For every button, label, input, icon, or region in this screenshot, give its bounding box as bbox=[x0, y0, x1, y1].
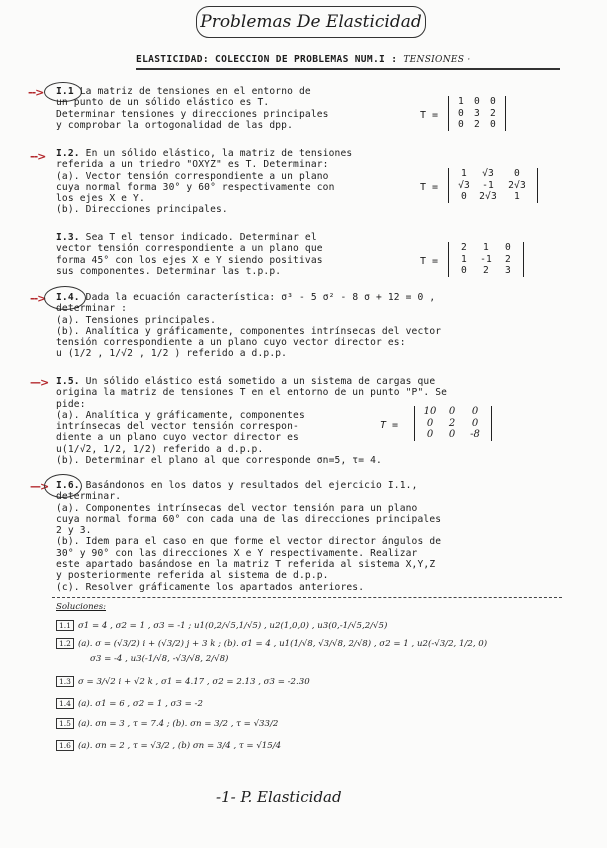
problem-text-line: (b). Analítica y gráficamente, componentes intrínsecas del vector bbox=[56, 325, 442, 337]
section-divider bbox=[52, 597, 562, 598]
stress-matrix bbox=[448, 168, 538, 203]
red-arrow-mark: --> bbox=[30, 292, 46, 305]
problem-text-line: tensión correspondiente a un plano cuyo vector director es: bbox=[56, 337, 406, 349]
problem-text-line: Basándonos en los datos y resultados del ejercicio I.1., bbox=[85, 480, 418, 491]
solution-6 bbox=[56, 740, 281, 751]
problem-number: I.1 bbox=[56, 86, 74, 97]
matrix-cell: 0 bbox=[426, 429, 434, 440]
problem-text-line: y comprobar la ortogonalidad de las dpp. bbox=[56, 119, 294, 131]
problem-number: I.3. bbox=[56, 232, 80, 243]
matrix-cell: 10 bbox=[423, 406, 437, 417]
solution-text: (a). σ = (√3/2) i + (√3/2) j + 3 k ; (b). σ1 = 4 , u1(1/√8, √3/√8, 2/√8) , σ2 = 1 , u2(-√3/2, 1/2, 0) bbox=[77, 639, 488, 649]
problem-text-line: vector tensión correspondiente a un plano que bbox=[56, 243, 323, 255]
solution-tag: 1.3 bbox=[56, 676, 74, 687]
matrix-cell: 2 bbox=[483, 265, 489, 276]
problem-text-line: sus componentes. Determinar las t.p.p. bbox=[56, 265, 282, 277]
red-arrow-mark: —> bbox=[30, 480, 49, 493]
problem-text-line: origina la matriz de tensiones T en el entorno de un punto "P". Se bbox=[56, 387, 448, 399]
problem-text-line: intrínsecas del vector tensión correspon- bbox=[56, 421, 299, 433]
matrix-cell: 0 bbox=[471, 417, 479, 429]
matrix-cell: 0 bbox=[471, 406, 479, 417]
header-handwritten-topic: TENSIONES · bbox=[403, 55, 471, 65]
stress-matrix bbox=[448, 242, 524, 277]
matrix-cell: 0 bbox=[426, 417, 434, 429]
header-rule bbox=[136, 68, 560, 70]
problem-number: I.2. bbox=[56, 148, 80, 159]
matrix-cell: 0 bbox=[448, 406, 456, 417]
matrix-cell: 1 bbox=[461, 168, 467, 179]
matrix-cell: 0 bbox=[461, 265, 467, 276]
matrix-cell: 3 bbox=[474, 107, 480, 119]
matrix-cell: 0 bbox=[490, 96, 496, 107]
solution-3 bbox=[56, 676, 310, 687]
problem-6 bbox=[56, 480, 441, 593]
header-text: ELASTICIDAD: COLECCION DE PROBLEMAS NUM.I : bbox=[136, 54, 398, 65]
matrix-label: T = bbox=[420, 110, 439, 121]
problem-text-line: y posteriormente referida al sistema de d.p.p. bbox=[56, 570, 329, 582]
solution-5 bbox=[56, 718, 278, 729]
matrix-cell: 2√3 bbox=[508, 179, 526, 191]
solutions-heading: Soluciones: bbox=[56, 602, 107, 612]
matrix-cell: -1 bbox=[482, 179, 494, 191]
red-arrow-mark: --> bbox=[28, 86, 44, 99]
matrix-cell: 1 bbox=[483, 242, 489, 253]
matrix-cell: 1 bbox=[461, 253, 467, 265]
solution-1 bbox=[56, 620, 387, 631]
solution-tag: 1.5 bbox=[56, 718, 74, 729]
stress-matrix bbox=[448, 96, 506, 131]
matrix-label: T = bbox=[420, 182, 439, 193]
problem-text-line: un punto de un sólido elástico es T. bbox=[56, 97, 270, 109]
matrix-cell: 0 bbox=[458, 107, 464, 119]
solution-tag: 1.1 bbox=[56, 620, 74, 631]
problem-4 bbox=[56, 292, 441, 360]
problem-text-line: (b). Determinar el plano al que corresponde σn=5, τ= 4. bbox=[56, 455, 382, 467]
problem-text-line: 2 y 3. bbox=[56, 525, 92, 537]
matrix-cell: 2 bbox=[448, 417, 456, 429]
problem-text-line: Dada la ecuación característica: σ³ - 5 σ² - 8 σ + 12 = 0 , bbox=[85, 292, 436, 303]
matrix-cell: -1 bbox=[480, 253, 492, 265]
solution-4 bbox=[56, 698, 203, 709]
problem-text-line: diente a un plano cuyo vector director es bbox=[56, 432, 299, 444]
problem-number: I.6. bbox=[56, 480, 80, 491]
solution-text: (a). σn = 3 , τ = 7.4 ; (b). σn = 3/2 , τ = √33/2 bbox=[77, 719, 279, 729]
problem-text-line: Un sólido elástico está sometido a un sistema de cargas que bbox=[85, 376, 436, 387]
problem-text-line: (b). Direcciones principales. bbox=[56, 204, 228, 216]
problem-text-line: u (1/2 , 1/√2 , 1/2 ) referido a d.p.p. bbox=[56, 348, 288, 360]
matrix-cell: √3 bbox=[458, 179, 470, 191]
solution-text: (a). σn = 2 , τ = √3/2 , (b) σn = 3/4 , τ = √15/4 bbox=[77, 741, 282, 751]
problem-text-line: cuya normal forma 30° y 60° respectivamente con bbox=[56, 181, 335, 193]
problem-text-line: (a). Vector tensión correspondiente a un plano bbox=[56, 170, 329, 182]
problem-number: I.5. bbox=[56, 376, 80, 387]
red-arrow-mark: —> bbox=[30, 376, 49, 389]
problem-text-line: forma 45° con los ejes X e Y siendo positivas bbox=[56, 254, 323, 266]
matrix-cell: 2 bbox=[474, 119, 480, 130]
red-arrow-mark: --> bbox=[30, 150, 46, 163]
matrix-cell: 0 bbox=[490, 119, 496, 130]
page-footer: -1- P. Elasticidad bbox=[216, 788, 342, 806]
matrix-cell: 2 bbox=[490, 107, 496, 119]
solution-text: σ = 3/√2 i + √2 k , σ1 = 4.17 , σ2 = 2.13 , σ3 = -2.30 bbox=[77, 677, 310, 687]
solution-text: (a). σ1 = 6 , σ2 = 1 , σ3 = -2 bbox=[77, 699, 203, 709]
problem-text-line: pide: bbox=[56, 398, 86, 410]
problem-text-line: Sea T el tensor indicado. Determinar el bbox=[85, 232, 317, 243]
matrix-cell: √3 bbox=[482, 168, 494, 179]
problem-text-line: Determinar tensiones y direcciones principales bbox=[56, 108, 329, 120]
problem-text-line: cuya normal forma 60° con cada una de las direcciones principales bbox=[56, 513, 442, 525]
matrix-cell: 0 bbox=[458, 119, 464, 130]
collection-header bbox=[136, 54, 556, 65]
problem-text-line: (c). Resolver gráficamente los apartados anteriores. bbox=[56, 581, 365, 593]
solution-tag: 1.4 bbox=[56, 698, 74, 709]
matrix-cell: -8 bbox=[470, 429, 480, 440]
problem-3 bbox=[56, 232, 323, 277]
matrix-cell: 1 bbox=[458, 96, 464, 107]
problem-text-line: determinar : bbox=[56, 303, 128, 315]
problem-text-line: (a). Analítica y gráficamente, componentes bbox=[56, 409, 305, 421]
solution-text: σ1 = 4 , σ2 = 1 , σ3 = -1 ; u1(0,2/√5,1/√5) , u2(1,0,0) , u3(0,-1/√5,2/√5) bbox=[77, 621, 388, 631]
problem-text-line: este apartado basándose en la matriz T referida al sistema X,Y,Z bbox=[56, 559, 436, 571]
problem-text-line: La matriz de tensiones en el entorno de bbox=[79, 86, 311, 97]
stress-matrix bbox=[414, 406, 492, 441]
problem-2 bbox=[56, 148, 352, 216]
matrix-cell: 0 bbox=[514, 168, 520, 179]
problem-text-line: los ejes X e Y. bbox=[56, 193, 145, 205]
solution-2-continued: σ3 = -4 , u3(-1/√8, -√3/√8, 2/√8) bbox=[90, 654, 229, 664]
problem-text-line: determinar. bbox=[56, 491, 122, 503]
problem-text-line: 30° y 90° con las direcciones X e Y respectivamente. Realizar bbox=[56, 547, 418, 559]
matrix-cell: 0 bbox=[505, 242, 511, 253]
problem-number: I.4. bbox=[56, 292, 80, 303]
matrix-cell: 2 bbox=[461, 242, 467, 253]
matrix-cell: 1 bbox=[514, 191, 520, 202]
solution-2 bbox=[56, 638, 487, 649]
matrix-cell: 2 bbox=[505, 253, 511, 265]
solution-tag: 1.6 bbox=[56, 740, 74, 751]
matrix-cell: 3 bbox=[505, 265, 511, 276]
problem-text-line: (a). Tensiones principales. bbox=[56, 314, 216, 326]
problem-text-line: referida a un triedro "OXYZ" es T. Determinar: bbox=[56, 159, 329, 171]
page-title: Problemas De Elasticidad bbox=[196, 6, 426, 38]
solution-tag: 1.2 bbox=[56, 638, 74, 649]
problem-text-line: (b). Idem para el caso en que forme el vector director ángulos de bbox=[56, 536, 442, 548]
problem-text-line: (a). Componentes intrínsecas del vector tensión para un plano bbox=[56, 502, 418, 514]
problem-text-line: En un sólido elástico, la matriz de tensiones bbox=[85, 148, 353, 159]
problem-1 bbox=[56, 86, 329, 131]
matrix-cell: 0 bbox=[474, 96, 480, 107]
matrix-label: T = bbox=[420, 256, 439, 267]
matrix-cell: 2√3 bbox=[479, 191, 497, 202]
matrix-label: T = bbox=[380, 420, 399, 431]
problem-text-line: u(1/√2, 1/2, 1/2) referido a d.p.p. bbox=[56, 443, 264, 455]
matrix-cell: 0 bbox=[461, 191, 467, 202]
matrix-cell: 0 bbox=[448, 429, 456, 440]
